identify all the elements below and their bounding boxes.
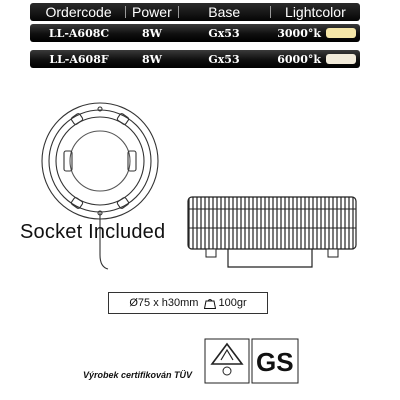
header-ordercode: Ordercode [45,4,112,20]
gs-logo-text: GS [256,347,294,377]
color-swatch [326,54,356,64]
power-cell: 8W [141,26,162,40]
weight-text: 100gr [218,297,247,309]
base-cell: Gx53 [208,26,240,40]
table-row [30,50,360,68]
color-swatch [326,28,356,38]
lightcolor-cell [270,27,360,40]
socket-included-caption: Socket Included [20,221,166,243]
certification-text: Výrobek certifikován TÜV [83,370,193,380]
header-power: Power [132,4,172,20]
base-cell: Gx53 [208,52,240,66]
spec-table-header [30,3,360,21]
ordercode-cell: LL-A608F [49,52,109,66]
dimensions-box [108,292,268,314]
color-temperature: 6000°k [277,52,321,66]
lamp-side-view-drawing [180,192,360,272]
power-cell: 8W [141,52,162,66]
header-lightcolor: Lightcolor [285,4,346,20]
lightcolor-cell [270,53,360,66]
header-base: Base [208,4,241,20]
ordercode-cell: LL-A608C [48,26,110,40]
tuv-certification-logo [204,338,250,384]
color-temperature: 3000°k [277,26,321,40]
table-row [30,24,360,42]
size-text: Ø75 x h30mm [129,297,199,309]
weight-icon [204,298,216,309]
gs-certification-logo [251,338,299,384]
